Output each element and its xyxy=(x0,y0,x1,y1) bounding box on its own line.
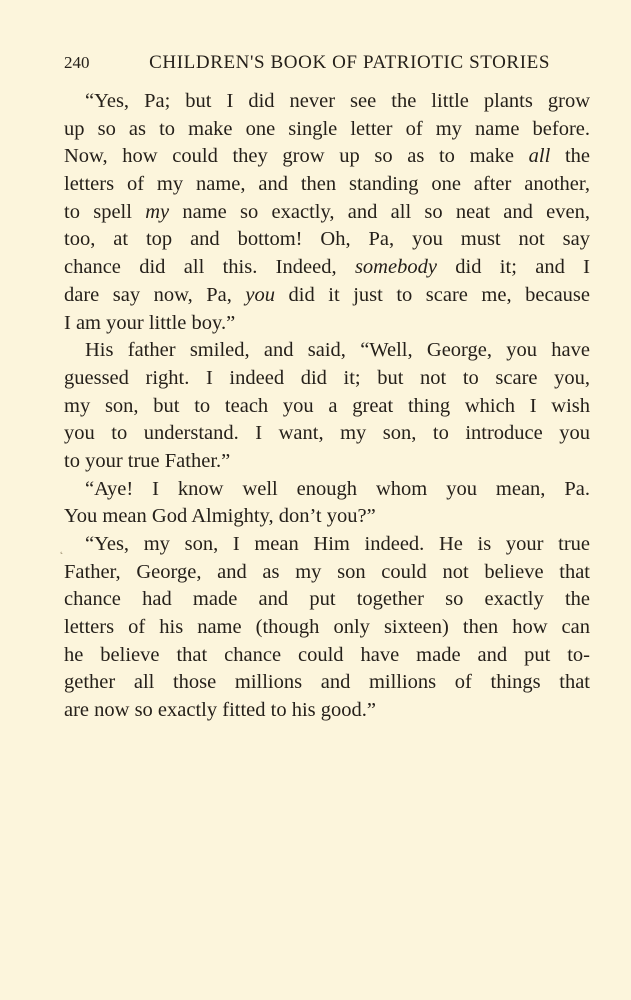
body-text xyxy=(60,88,590,725)
text-line: gether all those millions and millions of things that xyxy=(64,671,590,694)
emphasis: all xyxy=(528,145,551,168)
text-run: “Yes, my son, I mean Him indeed. He is your true xyxy=(85,533,590,555)
text-line: you to understand. I want, my son, to introduce you xyxy=(64,422,590,445)
text-line: You mean God Almighty, don’t you?” xyxy=(64,505,376,528)
paragraph xyxy=(60,531,590,725)
text-line xyxy=(64,282,590,310)
text-line: letters of my name, and then standing one after another, xyxy=(64,173,590,196)
text-line: “Aye! I know well enough whom you mean, Pa. xyxy=(85,477,590,500)
text-run: did it just to scare me, because xyxy=(275,283,590,306)
text-line: I am your little boy.” xyxy=(64,311,236,334)
text-run: dare say now, Pa, xyxy=(64,283,246,306)
text-line: up so as to make one single letter of my name before. xyxy=(64,117,590,140)
text-line xyxy=(64,254,590,282)
text-run: Now, how could they grow up so as to make xyxy=(64,145,529,168)
text-line: my son, but to teach you a great thing which I wish xyxy=(64,394,590,417)
text-run: name so exactly, and all so neat and even, xyxy=(169,200,590,223)
paragraph xyxy=(64,88,590,337)
text-run: the xyxy=(550,145,590,168)
text-line: “Yes, Pa; but I did never see the little plants grow xyxy=(85,90,590,112)
text-line: he believe that chance could have made and put to- xyxy=(64,643,590,666)
emphasis: my xyxy=(145,200,170,223)
paragraph xyxy=(64,337,590,475)
text-line xyxy=(64,199,590,227)
emphasis: somebody xyxy=(354,256,437,279)
page-number: 240 xyxy=(64,53,90,72)
text-line xyxy=(64,143,590,171)
text-run: did it; and I xyxy=(436,256,590,279)
running-head xyxy=(64,50,550,76)
emphasis: you xyxy=(245,283,276,306)
text-line: to your true Father.” xyxy=(64,449,231,472)
running-title: CHILDREN'S BOOK OF PATRIOTIC STORIES xyxy=(149,52,550,73)
text-line: are now so exactly fitted to his good.” xyxy=(64,699,376,722)
text-line: Father, George, and as my son could not believe that xyxy=(64,560,590,583)
paragraph xyxy=(64,476,590,531)
stray-mark: ˛ xyxy=(60,544,64,555)
text-run: to spell xyxy=(64,200,146,223)
text-line: guessed right. I indeed did it; but not to scare you, xyxy=(64,366,590,389)
text-run: chance did all this. Indeed, xyxy=(64,256,355,279)
text-line: letters of his name (though only sixteen) then how can xyxy=(64,616,590,639)
text-line: too, at top and bottom! Oh, Pa, you must not say xyxy=(64,228,590,251)
text-line xyxy=(60,531,590,559)
text-line: chance had made and put together so exactly the xyxy=(64,588,590,611)
text-line: His father smiled, and said, “Well, George, you have xyxy=(85,339,590,362)
